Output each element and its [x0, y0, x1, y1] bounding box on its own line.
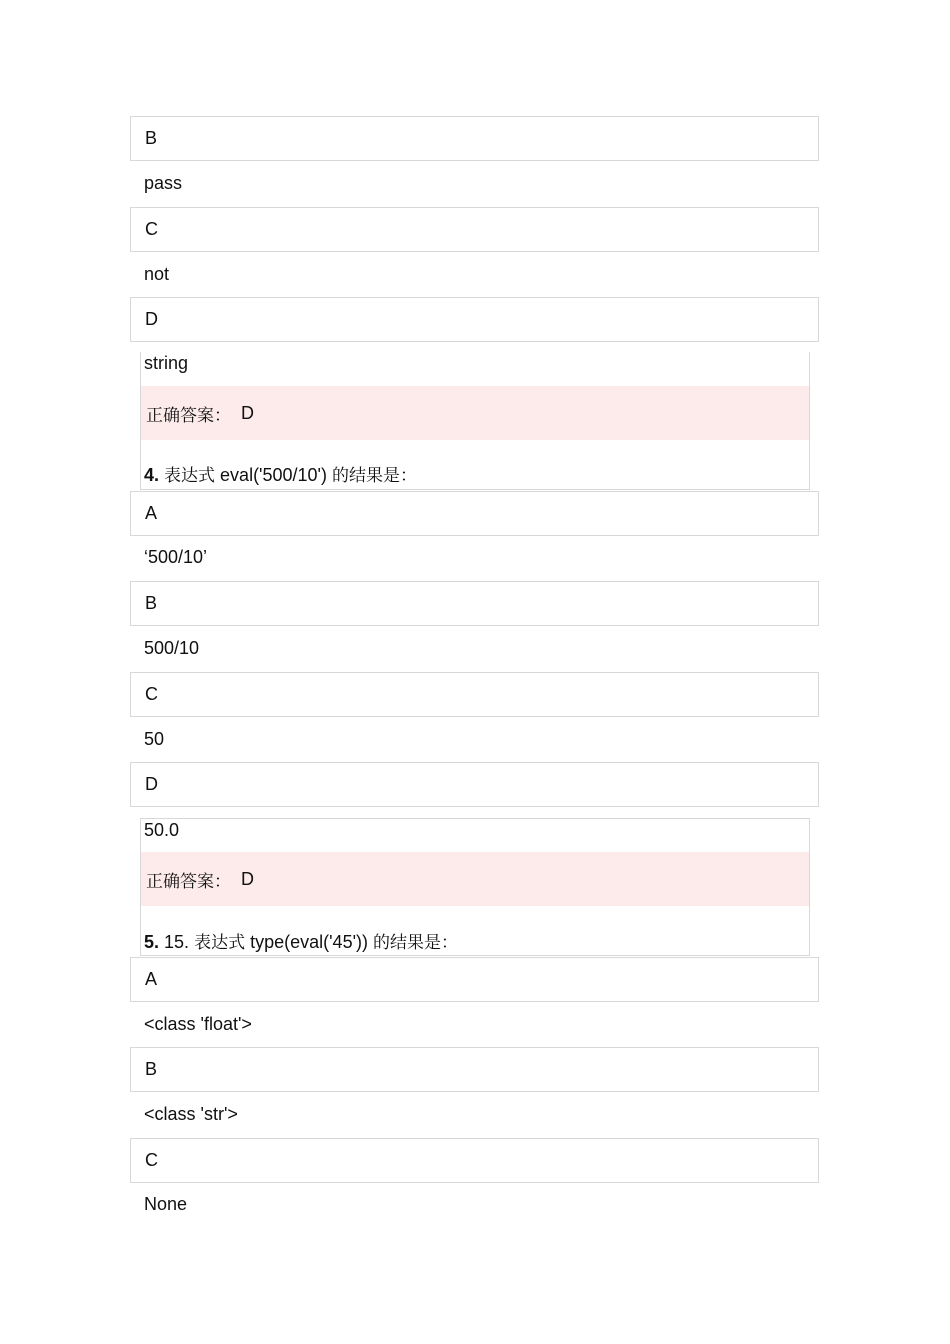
option-label-d[interactable] — [130, 297, 819, 342]
option-label-c[interactable] — [130, 672, 819, 717]
option-label-d[interactable] — [130, 762, 819, 807]
option-letter: B — [145, 128, 158, 148]
question-title — [144, 931, 458, 954]
correct-answer-bar — [141, 852, 809, 906]
option-label-a[interactable] — [130, 491, 819, 536]
option-letter: C — [145, 684, 158, 704]
correct-answer-label: 正确答案： — [146, 405, 231, 426]
question-code: eval('500/10') — [220, 465, 327, 485]
option-text: ‘500/10’ — [144, 547, 208, 567]
answer-panel — [140, 818, 810, 956]
option-label-b[interactable] — [130, 116, 819, 161]
option-text: string — [144, 353, 189, 373]
question-number: 5. — [144, 932, 160, 952]
option-label-b[interactable] — [130, 1047, 819, 1092]
option-letter: B — [145, 593, 158, 613]
correct-answer-label: 正确答案： — [146, 871, 231, 892]
correct-answer-value: D — [241, 868, 254, 889]
correct-answer-value: D — [241, 402, 254, 423]
question-code: type(eval('45')) — [250, 932, 369, 952]
option-letter: C — [145, 219, 158, 239]
option-text: 500/10 — [144, 638, 200, 658]
option-text: not — [144, 264, 170, 284]
option-text: <class 'float'> — [144, 1014, 252, 1034]
option-label-c[interactable] — [130, 207, 819, 252]
question-text: 表达式 — [194, 933, 246, 953]
option-text: 50.0 — [144, 820, 180, 840]
question-text: 表达式 — [164, 466, 216, 486]
option-letter: D — [145, 774, 158, 794]
option-text: pass — [144, 173, 183, 193]
option-letter: B — [145, 1059, 158, 1079]
correct-answer-bar — [141, 386, 809, 440]
option-label-c[interactable] — [130, 1138, 819, 1183]
question-prefix: 15. — [164, 932, 190, 952]
question-text: 的结果是： — [332, 466, 417, 486]
answer-panel — [140, 352, 810, 490]
question-text: 的结果是： — [373, 933, 459, 953]
option-letter: C — [145, 1150, 158, 1170]
option-text: None — [144, 1194, 188, 1214]
option-letter: D — [145, 309, 158, 329]
option-label-b[interactable] — [130, 581, 819, 626]
option-letter: A — [145, 503, 158, 523]
option-letter: A — [145, 969, 158, 989]
option-text: <class 'str'> — [144, 1104, 238, 1124]
option-text: 50 — [144, 729, 165, 749]
question-number: 4. — [144, 465, 160, 485]
question-title — [144, 464, 417, 487]
option-label-a[interactable] — [130, 957, 819, 1002]
